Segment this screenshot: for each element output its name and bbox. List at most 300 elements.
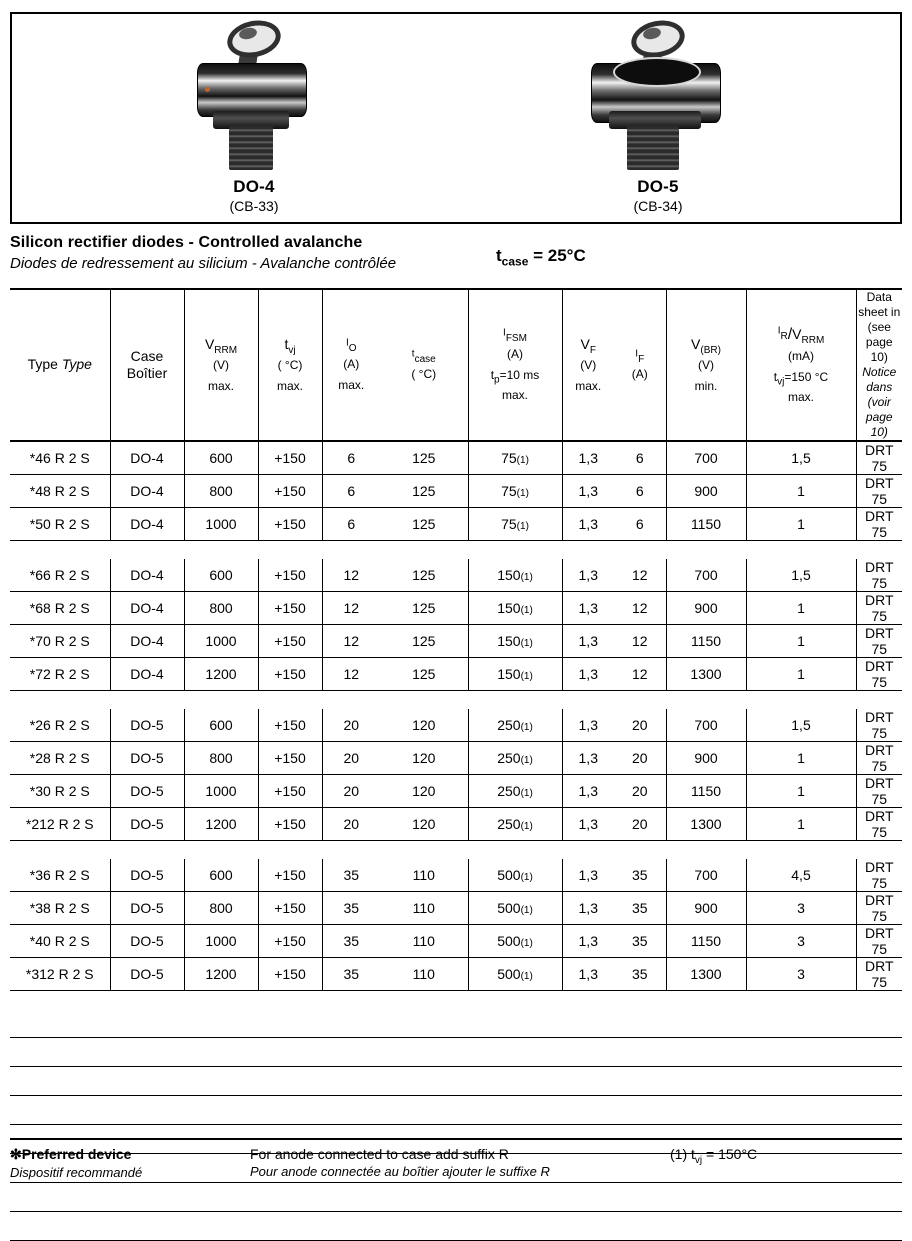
- cell-type: *50 R 2 S: [10, 508, 110, 541]
- cell-datasheet: DRT 75: [856, 958, 902, 991]
- cell-io: 35: [322, 925, 380, 958]
- cell-type: *38 R 2 S: [10, 892, 110, 925]
- cell-ir: 1: [746, 775, 856, 808]
- cell-io: 20: [322, 742, 380, 775]
- cell-vrrm: 1200: [184, 658, 258, 691]
- group-spacer: [10, 691, 902, 710]
- cell-vbr: 1150: [666, 625, 746, 658]
- cell-ifsm: 150(1): [468, 658, 562, 691]
- test-condition-tcase: [496, 246, 586, 268]
- page-title: [10, 234, 530, 272]
- cell-tvj: +150: [258, 892, 322, 925]
- title-english: Silicon rectifier diodes - Controlled avalanche: [10, 234, 363, 251]
- cell-vrrm: 800: [184, 475, 258, 508]
- cell-case: DO-5: [110, 742, 184, 775]
- cell-io: 12: [322, 658, 380, 691]
- cell-ifsm: 250(1): [468, 709, 562, 742]
- header-type-fr: Type: [61, 356, 92, 373]
- header-case: [110, 289, 184, 441]
- header-vf-symbol: $V_F$: [580, 335, 596, 356]
- spec-table-header: [10, 289, 902, 441]
- table-row: [10, 775, 902, 808]
- cell-ifsm: 250(1): [468, 808, 562, 841]
- header-tvj-unit: ( °C): [277, 358, 303, 373]
- cell-type: *212 R 2 S: [10, 808, 110, 841]
- cell-vf: 1,3: [562, 709, 614, 742]
- header-if: [614, 289, 666, 441]
- header-tcase-symbol: $^t$case: [411, 347, 436, 365]
- cell-vf: 1,3: [562, 559, 614, 592]
- cell-ifsm: 75(1): [468, 475, 562, 508]
- cell-io: 20: [322, 808, 380, 841]
- cell-if: 35: [614, 892, 666, 925]
- table-row: [10, 709, 902, 742]
- cell-tcase: 120: [380, 709, 468, 742]
- body-marking-dot: [205, 87, 210, 92]
- header-io-unit: (A): [343, 356, 360, 371]
- table-row: [10, 808, 902, 841]
- cell-if: 12: [614, 658, 666, 691]
- table-row: [10, 592, 902, 625]
- cell-vbr: 1150: [666, 925, 746, 958]
- cell-if: 20: [614, 742, 666, 775]
- cell-vrrm: 1000: [184, 775, 258, 808]
- header-datasheet: [856, 289, 902, 441]
- cell-vf: 1,3: [562, 808, 614, 841]
- footer-anode-note: [250, 1146, 670, 1179]
- cell-vf: 1,3: [562, 958, 614, 991]
- cell-if: 20: [614, 775, 666, 808]
- spec-table-wrapper: [10, 288, 902, 1241]
- cell-ifsm: 150(1): [468, 559, 562, 592]
- header-tvj-symbol: $t_{vj}$: [284, 335, 296, 356]
- package-figure-do4: [124, 23, 384, 214]
- cell-io: 35: [322, 892, 380, 925]
- cell-case: DO-4: [110, 441, 184, 475]
- cell-vbr: 700: [666, 709, 746, 742]
- cell-ifsm: 500(1): [468, 925, 562, 958]
- empty-row-cell: [10, 1212, 902, 1241]
- cell-io: 12: [322, 625, 380, 658]
- asterisk-icon: ✻: [10, 1146, 22, 1162]
- cell-if: 12: [614, 625, 666, 658]
- cell-if: 6: [614, 475, 666, 508]
- cell-vbr: 900: [666, 892, 746, 925]
- header-if-unit: (A): [631, 367, 648, 382]
- cell-vf: 1,3: [562, 441, 614, 475]
- table-row-empty: [10, 1038, 902, 1067]
- cell-if: 6: [614, 441, 666, 475]
- cell-datasheet: DRT 75: [856, 592, 902, 625]
- cell-vbr: 700: [666, 859, 746, 892]
- do5-name: DO-5: [637, 177, 679, 196]
- cell-datasheet: DRT 75: [856, 441, 902, 475]
- cell-tcase: 125: [380, 559, 468, 592]
- cell-io: 6: [322, 475, 380, 508]
- cell-datasheet: DRT 75: [856, 859, 902, 892]
- diode-body-top-cup: [613, 57, 701, 87]
- diode-body: [197, 63, 307, 117]
- cell-if: 20: [614, 709, 666, 742]
- header-ifsm-symbol: $^I$FSM: [503, 327, 527, 345]
- cell-ifsm: 150(1): [468, 592, 562, 625]
- cell-type: *36 R 2 S: [10, 859, 110, 892]
- cell-ir: 1: [746, 592, 856, 625]
- header-ir-minmax: max.: [787, 389, 814, 404]
- cell-vbr: 900: [666, 475, 746, 508]
- cell-tcase: 125: [380, 441, 468, 475]
- cell-ir: 3: [746, 925, 856, 958]
- footer-preferred-fr: Dispositif recommandé: [10, 1165, 143, 1180]
- cell-ir: 1: [746, 475, 856, 508]
- do4-name: DO-4: [233, 177, 275, 196]
- footer-note-1: [670, 1146, 900, 1166]
- cell-case: DO-5: [110, 859, 184, 892]
- cell-vbr: 1150: [666, 508, 746, 541]
- cell-ir: 4,5: [746, 859, 856, 892]
- cell-ir: 1: [746, 808, 856, 841]
- spec-table-body: [10, 441, 902, 1241]
- cell-case: DO-5: [110, 925, 184, 958]
- cell-ifsm: 500(1): [468, 859, 562, 892]
- cell-case: DO-4: [110, 592, 184, 625]
- cell-vrrm: 800: [184, 592, 258, 625]
- cell-case: DO-5: [110, 775, 184, 808]
- cell-io: 20: [322, 709, 380, 742]
- cell-tvj: +150: [258, 742, 322, 775]
- header-ifsm-unit: (A): [507, 346, 523, 361]
- cell-type: *72 R 2 S: [10, 658, 110, 691]
- cell-tvj: +150: [258, 625, 322, 658]
- cell-datasheet: DRT 75: [856, 808, 902, 841]
- cell-vbr: 1300: [666, 808, 746, 841]
- table-row: [10, 658, 902, 691]
- cell-tvj: +150: [258, 441, 322, 475]
- cell-vf: 1,3: [562, 625, 614, 658]
- cell-ir: 1,5: [746, 559, 856, 592]
- cell-vf: 1,3: [562, 892, 614, 925]
- cell-vrrm: 600: [184, 441, 258, 475]
- empty-row-cell: [10, 1009, 902, 1038]
- cell-vrrm: 1200: [184, 808, 258, 841]
- cell-ifsm: 75(1): [468, 508, 562, 541]
- cell-vrrm: 800: [184, 742, 258, 775]
- group-spacer: [10, 991, 902, 1010]
- cell-ir: 1: [746, 658, 856, 691]
- cell-if: 35: [614, 925, 666, 958]
- cell-ifsm: 250(1): [468, 775, 562, 808]
- header-datasheet-fr: Notice dans (voir page 10): [862, 365, 897, 439]
- cell-ir: 3: [746, 958, 856, 991]
- cell-ir: 1: [746, 625, 856, 658]
- cell-tcase: 125: [380, 508, 468, 541]
- table-row: [10, 742, 902, 775]
- cell-vbr: 900: [666, 742, 746, 775]
- header-if-symbol: $^I$F: [635, 347, 645, 365]
- group-spacer-cell: [10, 541, 902, 560]
- header-ir-symbol: $^IR/V_{RRM}$: [777, 325, 825, 347]
- cell-ifsm: 75(1): [468, 441, 562, 475]
- cell-tvj: +150: [258, 508, 322, 541]
- table-row-empty: [10, 1009, 902, 1038]
- do5-drawing: [573, 23, 743, 173]
- group-spacer-cell: [10, 841, 902, 860]
- cell-io: 35: [322, 859, 380, 892]
- cell-case: DO-5: [110, 892, 184, 925]
- cell-vrrm: 600: [184, 709, 258, 742]
- header-tvj-minmax: max.: [276, 379, 303, 394]
- cell-vbr: 900: [666, 592, 746, 625]
- do4-drawing: [169, 23, 339, 173]
- table-row: [10, 892, 902, 925]
- cell-vf: 1,3: [562, 742, 614, 775]
- cell-vbr: 1150: [666, 775, 746, 808]
- table-row: [10, 625, 902, 658]
- cell-tcase: 120: [380, 775, 468, 808]
- cell-tvj: +150: [258, 925, 322, 958]
- cell-type: *312 R 2 S: [10, 958, 110, 991]
- cell-vbr: 1300: [666, 958, 746, 991]
- header-vf-unit: (V): [580, 358, 597, 373]
- cell-datasheet: DRT 75: [856, 559, 902, 592]
- cell-tvj: +150: [258, 709, 322, 742]
- header-vf-minmax: max.: [575, 379, 602, 394]
- empty-row-cell: [10, 1096, 902, 1125]
- cell-vbr: 700: [666, 441, 746, 475]
- cell-ifsm: 150(1): [468, 625, 562, 658]
- header-ir-unit: (mA): [788, 348, 814, 363]
- cell-type: *30 R 2 S: [10, 775, 110, 808]
- cell-tcase: 125: [380, 592, 468, 625]
- header-vrrm-unit: (V): [213, 358, 229, 373]
- do4-subname: (CB-33): [229, 198, 279, 214]
- cell-tcase: 120: [380, 808, 468, 841]
- cell-tvj: +150: [258, 658, 322, 691]
- header-tcase: [380, 289, 468, 441]
- cell-tcase: 110: [380, 958, 468, 991]
- cell-vf: 1,3: [562, 592, 614, 625]
- ring-terminal-icon: [224, 16, 284, 62]
- header-ifsm-minmax: max.: [501, 387, 528, 402]
- footer-anode-fr: Pour anode connectée au boîtier ajouter le suffixe R: [250, 1164, 550, 1179]
- package-figures: [12, 14, 900, 222]
- cell-io: 12: [322, 592, 380, 625]
- cell-ir: 3: [746, 892, 856, 925]
- cell-ir: 1,5: [746, 441, 856, 475]
- header-vrrm: [184, 289, 258, 441]
- header-ir-vrrm: [746, 289, 856, 441]
- empty-row-cell: [10, 1038, 902, 1067]
- cell-io: 12: [322, 559, 380, 592]
- cell-tvj: +150: [258, 775, 322, 808]
- cell-vf: 1,3: [562, 508, 614, 541]
- cell-vrrm: 600: [184, 859, 258, 892]
- cell-case: DO-4: [110, 658, 184, 691]
- do4-caption: [229, 177, 278, 214]
- header-tcase-unit: ( °C): [411, 367, 437, 382]
- cell-if: 20: [614, 808, 666, 841]
- cell-ir: 1: [746, 508, 856, 541]
- table-row: [10, 475, 902, 508]
- table-row-empty: [10, 1183, 902, 1212]
- footer-anode-en: For anode connected to case add suffix R: [250, 1146, 509, 1162]
- empty-row-cell: [10, 1183, 902, 1212]
- header-type: [10, 289, 110, 441]
- cell-case: DO-4: [110, 508, 184, 541]
- header-io: [322, 289, 380, 441]
- table-row: [10, 958, 902, 991]
- group-spacer: [10, 841, 902, 860]
- do5-caption: [633, 177, 682, 214]
- header-ifsm-condition: $t_p=10$ ms: [490, 367, 540, 386]
- footer-note-text: (1) $t_{vj} = 150^\circ C$: [670, 1146, 758, 1166]
- cell-datasheet: DRT 75: [856, 775, 902, 808]
- cell-tcase: 110: [380, 925, 468, 958]
- cell-vf: 1,3: [562, 775, 614, 808]
- cell-datasheet: DRT 75: [856, 709, 902, 742]
- cell-tvj: +150: [258, 475, 322, 508]
- cell-tvj: +150: [258, 592, 322, 625]
- cell-type: *28 R 2 S: [10, 742, 110, 775]
- cell-io: 6: [322, 441, 380, 475]
- ring-terminal-icon: [628, 16, 688, 62]
- cell-datasheet: DRT 75: [856, 475, 902, 508]
- cell-vrrm: 1200: [184, 958, 258, 991]
- cell-case: DO-5: [110, 808, 184, 841]
- cell-vrrm: 800: [184, 892, 258, 925]
- tcase-symbol: t: [496, 246, 502, 265]
- page-footer: [10, 1138, 902, 1180]
- cell-case: DO-5: [110, 709, 184, 742]
- cell-io: 6: [322, 508, 380, 541]
- do5-subname: (CB-34): [633, 198, 683, 214]
- cell-vf: 1,3: [562, 475, 614, 508]
- cell-case: DO-4: [110, 559, 184, 592]
- table-row: [10, 559, 902, 592]
- table-row-empty: [10, 1067, 902, 1096]
- cell-if: 6: [614, 508, 666, 541]
- threaded-stud: [627, 126, 679, 170]
- cell-case: DO-4: [110, 475, 184, 508]
- table-row: [10, 508, 902, 541]
- cell-if: 35: [614, 958, 666, 991]
- header-ir-condition: $t_{vj}=150$ °C: [773, 369, 829, 388]
- empty-row-cell: [10, 1067, 902, 1096]
- cell-vrrm: 1000: [184, 625, 258, 658]
- table-row-empty: [10, 1212, 902, 1241]
- spec-table: [10, 288, 902, 1241]
- cell-vf: 1,3: [562, 859, 614, 892]
- cell-tcase: 110: [380, 859, 468, 892]
- header-ifsm: [468, 289, 562, 441]
- title-french: Diodes de redressement au silicium - Avalanche contrôlée: [10, 255, 397, 272]
- cell-type: *26 R 2 S: [10, 709, 110, 742]
- cell-if: 35: [614, 859, 666, 892]
- cell-datasheet: DRT 75: [856, 625, 902, 658]
- cell-tvj: +150: [258, 859, 322, 892]
- cell-vrrm: 1000: [184, 508, 258, 541]
- cell-if: 12: [614, 559, 666, 592]
- table-row-empty: [10, 1096, 902, 1125]
- cell-vrrm: 600: [184, 559, 258, 592]
- cell-vf: 1,3: [562, 658, 614, 691]
- cell-tvj: +150: [258, 808, 322, 841]
- header-vrrm-symbol: $V_{RRM}$: [204, 335, 238, 356]
- table-row: [10, 925, 902, 958]
- tcase-value: = 25°C: [533, 246, 586, 265]
- header-io-symbol: $^I$O: [345, 337, 357, 355]
- cell-io: 35: [322, 958, 380, 991]
- header-vbr-minmax: min.: [694, 379, 718, 394]
- cell-case: DO-5: [110, 958, 184, 991]
- cell-ifsm: 500(1): [468, 958, 562, 991]
- footer-preferred-en: ✻Preferred device: [10, 1146, 132, 1162]
- cell-tcase: 110: [380, 892, 468, 925]
- cell-datasheet: DRT 75: [856, 508, 902, 541]
- threaded-stud: [229, 126, 273, 170]
- package-figure-box: [10, 12, 902, 224]
- cell-datasheet: DRT 75: [856, 658, 902, 691]
- cell-type: *68 R 2 S: [10, 592, 110, 625]
- table-row: [10, 441, 902, 475]
- header-datasheet-en: Data sheet in (see page 10): [858, 290, 901, 364]
- cell-if: 12: [614, 592, 666, 625]
- header-vbr-symbol: $V_{(BR)}$: [691, 335, 721, 356]
- cell-ir: 1: [746, 742, 856, 775]
- group-spacer: [10, 541, 902, 560]
- header-tvj: [258, 289, 322, 441]
- cell-tcase: 125: [380, 658, 468, 691]
- cell-tvj: +150: [258, 958, 322, 991]
- cell-datasheet: DRT 75: [856, 742, 902, 775]
- cell-type: *66 R 2 S: [10, 559, 110, 592]
- header-type-en: Type: [27, 356, 58, 373]
- cell-tvj: +150: [258, 559, 322, 592]
- cell-type: *70 R 2 S: [10, 625, 110, 658]
- header-vf: [562, 289, 614, 441]
- cell-ir: 1,5: [746, 709, 856, 742]
- cell-ifsm: 250(1): [468, 742, 562, 775]
- cell-type: *48 R 2 S: [10, 475, 110, 508]
- group-spacer-cell: [10, 991, 902, 1010]
- header-case-fr: Boîtier: [126, 365, 168, 381]
- cell-tcase: 125: [380, 475, 468, 508]
- cell-tcase: 120: [380, 742, 468, 775]
- cell-tcase: 125: [380, 625, 468, 658]
- footer-preferred: [10, 1146, 250, 1180]
- header-vbr: [666, 289, 746, 441]
- cell-datasheet: DRT 75: [856, 925, 902, 958]
- cell-vrrm: 1000: [184, 925, 258, 958]
- cell-type: *40 R 2 S: [10, 925, 110, 958]
- cell-vf: 1,3: [562, 925, 614, 958]
- package-figure-do5: [528, 23, 788, 214]
- group-spacer-cell: [10, 691, 902, 710]
- table-row: [10, 859, 902, 892]
- header-vbr-unit: (V): [698, 358, 714, 373]
- cell-vbr: 1300: [666, 658, 746, 691]
- header-vrrm-minmax: max.: [207, 379, 234, 394]
- cell-io: 20: [322, 775, 380, 808]
- tcase-subscript: case: [501, 254, 529, 269]
- cell-vbr: 700: [666, 559, 746, 592]
- header-io-minmax: max.: [338, 377, 365, 392]
- cell-type: *46 R 2 S: [10, 441, 110, 475]
- cell-datasheet: DRT 75: [856, 892, 902, 925]
- cell-ifsm: 500(1): [468, 892, 562, 925]
- header-case-en: Case: [130, 347, 164, 364]
- cell-case: DO-4: [110, 625, 184, 658]
